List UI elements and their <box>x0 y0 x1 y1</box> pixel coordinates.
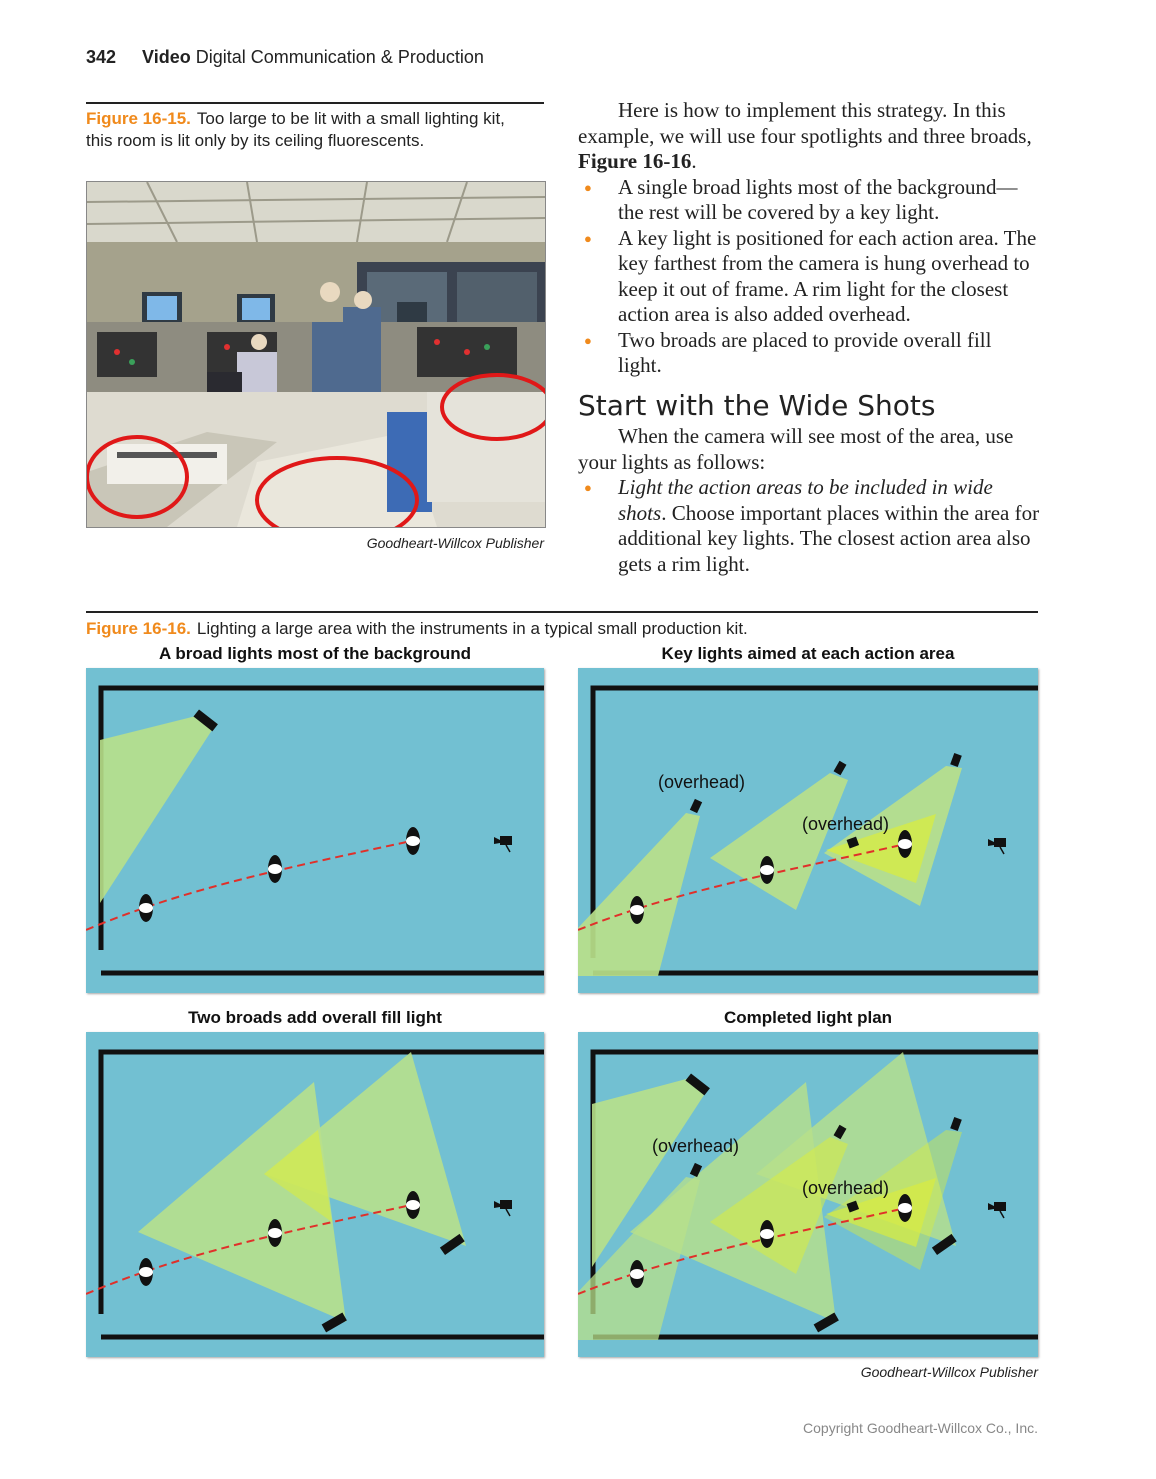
strategy-list <box>578 175 1040 379</box>
figure-label: Figure 16-16. <box>86 619 191 638</box>
action-area-mark <box>898 830 912 858</box>
emphasis-text: Light the action areas to be included in wide shots <box>618 475 993 525</box>
figure-credit: Goodheart-Willcox Publisher <box>860 1364 1038 1380</box>
action-area-mark <box>139 1258 153 1286</box>
panel-title: Two broads add overall fill light <box>188 1008 442 1027</box>
figure-reference: Figure 16-16 <box>578 149 692 173</box>
header-brand: Video <box>142 47 191 67</box>
overhead-label: (overhead) <box>802 1178 890 1198</box>
list-item <box>578 475 1040 577</box>
panel-title: Key lights aimed at each action area <box>661 644 955 663</box>
list-item: ● A key light is positioned for each action area. The key farthest from the camera is hung overhead to keep it out of frame. A rim light for the closest action area is also added overhead. <box>578 226 1040 328</box>
section-heading: Start with the Wide Shots <box>578 388 936 422</box>
figure-caption <box>86 618 1036 640</box>
list-item: ● Two broads are placed to provide overall fill light. <box>578 328 1040 379</box>
figure-caption <box>86 108 526 152</box>
caption-text: Lighting a large area with the instruments in a typical small production kit. <box>196 619 748 638</box>
list-item: ● A single broad lights most of the background—the rest will be covered by a key light. <box>578 175 1040 226</box>
page-number: 342 <box>86 47 117 67</box>
photo-credit: Goodheart-Willcox Publisher <box>366 535 544 551</box>
panel-title: A broad lights most of the background <box>159 644 471 663</box>
action-area-mark <box>406 1191 420 1219</box>
overhead-label: (overhead) <box>658 772 746 792</box>
intro-paragraph <box>578 98 1040 175</box>
wide-shots-list <box>578 475 1040 577</box>
action-area-mark <box>268 855 282 883</box>
diagram-panel-background <box>578 1032 1038 1357</box>
overhead-label: (overhead) <box>652 1136 740 1156</box>
panel-title: Completed light plan <box>723 1008 893 1027</box>
action-area-mark <box>630 896 644 924</box>
action-area-mark <box>760 856 774 884</box>
overhead-label: (overhead) <box>802 814 890 834</box>
section-paragraph: When the camera will see most of the area, use your lights as follows: <box>578 424 1014 474</box>
action-area-mark <box>406 827 420 855</box>
action-area-mark <box>630 1260 644 1288</box>
action-area-mark <box>898 1194 912 1222</box>
action-area-mark <box>139 894 153 922</box>
list-item-text: . Choose important places within the area for additional key lights. The closest action area also gets a rim light. <box>618 500 1040 576</box>
intro-end: . <box>691 149 697 173</box>
control-room-photo <box>86 181 546 528</box>
diagram-panel-background <box>578 668 1038 993</box>
diagram-panel-background <box>86 668 544 993</box>
page-header <box>86 47 484 68</box>
header-subtitle: Digital Communication & Production <box>195 47 484 67</box>
caption-text: Too large to be lit with a small lighting kit, this room is lit only by its ceiling fluorescents. <box>86 109 505 150</box>
body-column <box>578 98 1040 577</box>
action-area-mark <box>268 1219 282 1247</box>
figure-label: Figure 16-15. <box>86 109 191 128</box>
copyright-footer: Copyright Goodheart-Willcox Co., Inc. <box>803 1420 1038 1436</box>
divider <box>86 611 1038 613</box>
divider <box>86 102 544 104</box>
action-area-mark <box>760 1220 774 1248</box>
intro-text: Here is how to implement this strategy. In this example, we will use four spotlights and three broads, <box>578 98 1032 148</box>
diagram-panel-background <box>86 1032 544 1357</box>
